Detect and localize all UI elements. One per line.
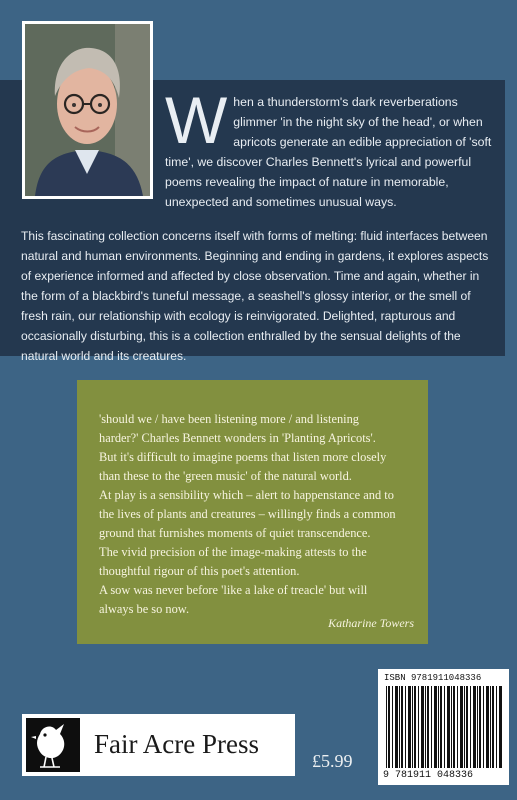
endorsement-line: At play is a sensibility which – alert to happenstance and to <box>99 488 394 502</box>
endorsement-line: always be so now. <box>99 602 190 616</box>
barcode-bars <box>386 686 502 768</box>
endorsement-line: A sow was never before 'like a lake of treacle' but will <box>99 583 368 597</box>
endorsement-box <box>77 380 428 644</box>
endorsement-line: ground that furnishes moments of quiet transcendence. <box>99 526 371 540</box>
author-portrait-illustration <box>25 24 150 196</box>
wren-logo-icon <box>26 718 80 772</box>
isbn-barcode <box>378 669 509 785</box>
endorsement-attribution: Katharine Towers <box>328 616 414 630</box>
endorsement-line: The vivid precision of the image-making attests to the <box>99 545 367 559</box>
endorsement-line: thoughtful rigour of this poet's attention. <box>99 564 300 578</box>
endorsement-line: the lives of plants and creatures – willingly finds a common <box>99 507 396 521</box>
publisher-logo-block <box>22 714 295 776</box>
endorsement-line: than these to the 'green music' of the natural world. <box>99 469 352 483</box>
intro-text: hen a thunderstorm's dark reverberations glimmer 'in the night sky of the head', or when apricots generate an edible appreciation of 'soft time', we discover Charles Bennett's lyrical and powerful poems revealing the impact of nature in memorable, unexpected and sometimes unusual ways. <box>165 95 492 209</box>
isbn-text: ISBN 9781911048336 <box>384 673 482 683</box>
endorsement-line: 'should we / have been listening more / and listening <box>99 412 359 426</box>
barcode-digits: 9 781911 048336 <box>383 770 474 781</box>
price-label: £5.99 <box>312 751 353 771</box>
description-paragraph: This fascinating collection concerns itself with forms of melting: fluid interfaces between natural and human environments. Beginning and ending in gardens, it explores aspects of experience informed and affected by close observation. Time and again, whether in the form of a blackbird's tuneful message, a seashell's glossy interior, or the smell of fresh rain, our relationship with ecology is reinvigorated. Delighted, rapturous and occasionally disturbing, this is a collection enthralled by the sensual delights of the natural world and its creatures. <box>21 229 489 363</box>
endorsement-line: harder?' Charles Bennett wonders in 'Planting Apricots'. <box>99 431 376 445</box>
endorsement-line: But it's difficult to imagine poems that listen more closely <box>99 450 387 464</box>
publisher-name: Fair Acre Press <box>94 729 259 759</box>
author-photo <box>22 21 153 199</box>
drop-cap: W <box>165 83 228 157</box>
endorsement-text <box>99 410 417 619</box>
intro-paragraph <box>165 83 495 212</box>
